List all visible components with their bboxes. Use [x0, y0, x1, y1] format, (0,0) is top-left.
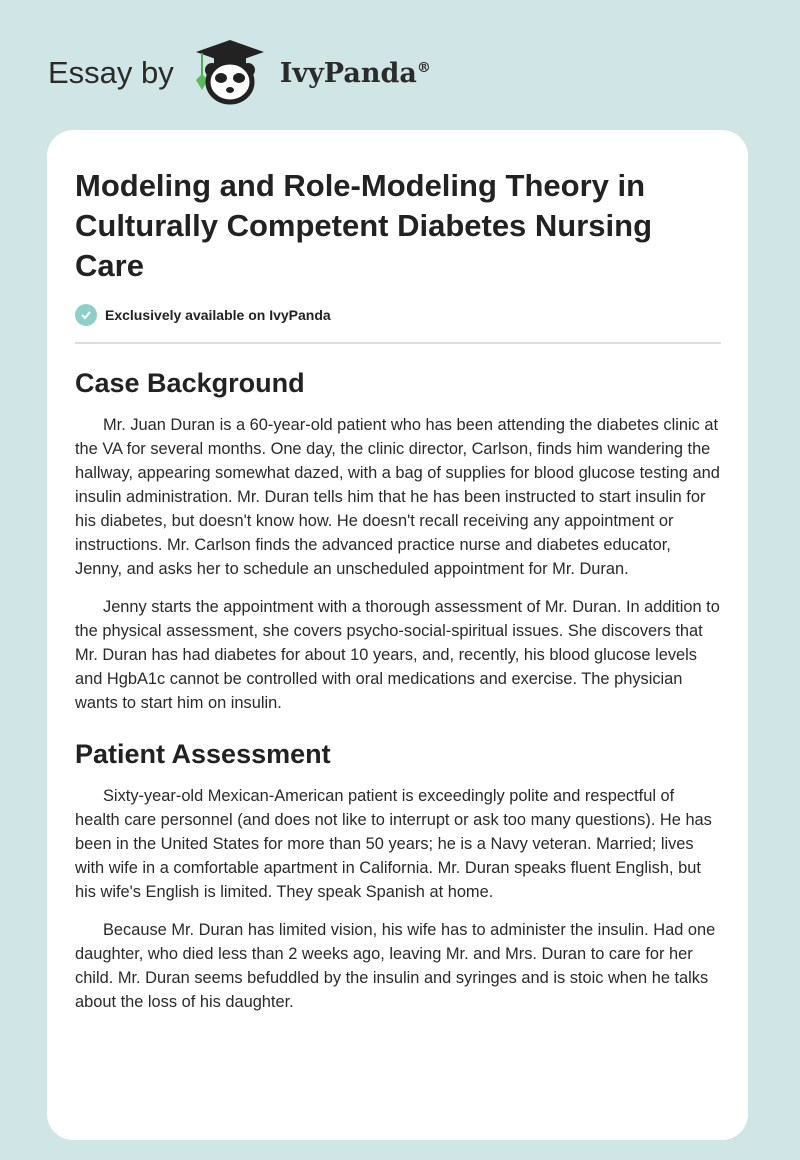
brand-name: IvyPanda®: [279, 57, 431, 89]
panda-logo-icon: [190, 36, 270, 111]
essay-card: [47, 130, 748, 1140]
check-icon: [75, 304, 97, 326]
divider: [75, 342, 721, 344]
section-heading: Case Background: [75, 368, 305, 398]
badge-label: Exclusively available on IvyPanda: [105, 307, 331, 323]
section-heading: Patient Assessment: [75, 739, 331, 769]
paragraph: Because Mr. Duran has limited vision, his wife has to administer the insulin. Had one daughter, who died less than 2 weeks ago, leaving Mr. and Mrs. Duran to care for her child. Mr. Duran seems befuddled by the insulin and syringes and is stoic when he talks about the loss of his daughter.: [75, 921, 716, 1011]
essay-by-label: Essay by: [48, 55, 174, 90]
essay-title: Modeling and Role-Modeling Theory in Culturally Competent Diabetes Nursing Care: [75, 168, 653, 283]
brand-header: [48, 38, 431, 108]
exclusive-badge: [75, 304, 721, 326]
paragraph: Sixty-year-old Mexican-American patient is exceedingly polite and respectful of health care personnel (and does not like to interrupt or ask too many questions). He has been in the United States for more than 50 years; he is a Navy veteran. Married; lives with wife in a comfortable apartment in California. Mr. Duran speaks fluent English, but his wife's English is limited. They speak Spanish at home.: [75, 787, 712, 901]
paragraph: Jenny starts the appointment with a thorough assessment of Mr. Duran. In addition to the physical assessment, she covers psycho-social-spiritual issues. She discovers that Mr. Duran has had diabetes for about 10 years, and, recently, his blood glucose levels and HgbA1c cannot be controlled with oral medications and exercise. The physician wants to start him on insulin.: [75, 598, 720, 712]
paragraph: Mr. Juan Duran is a 60-year-old patient who has been attending the diabetes clinic at the VA for several months. One day, the clinic director, Carlson, finds him wandering the hallway, appearing somewhat dazed, with a bag of supplies for blood glucose testing and insulin administration. Mr. Duran tells him that he has been instructed to start insulin for his diabetes, but doesn't know how. He doesn't recall receiving any appointment or instructions. Mr. Carlson finds the advanced practice nurse and diabetes educator, Jenny, and asks her to schedule an unscheduled appointment for Mr. Duran.: [75, 416, 720, 578]
